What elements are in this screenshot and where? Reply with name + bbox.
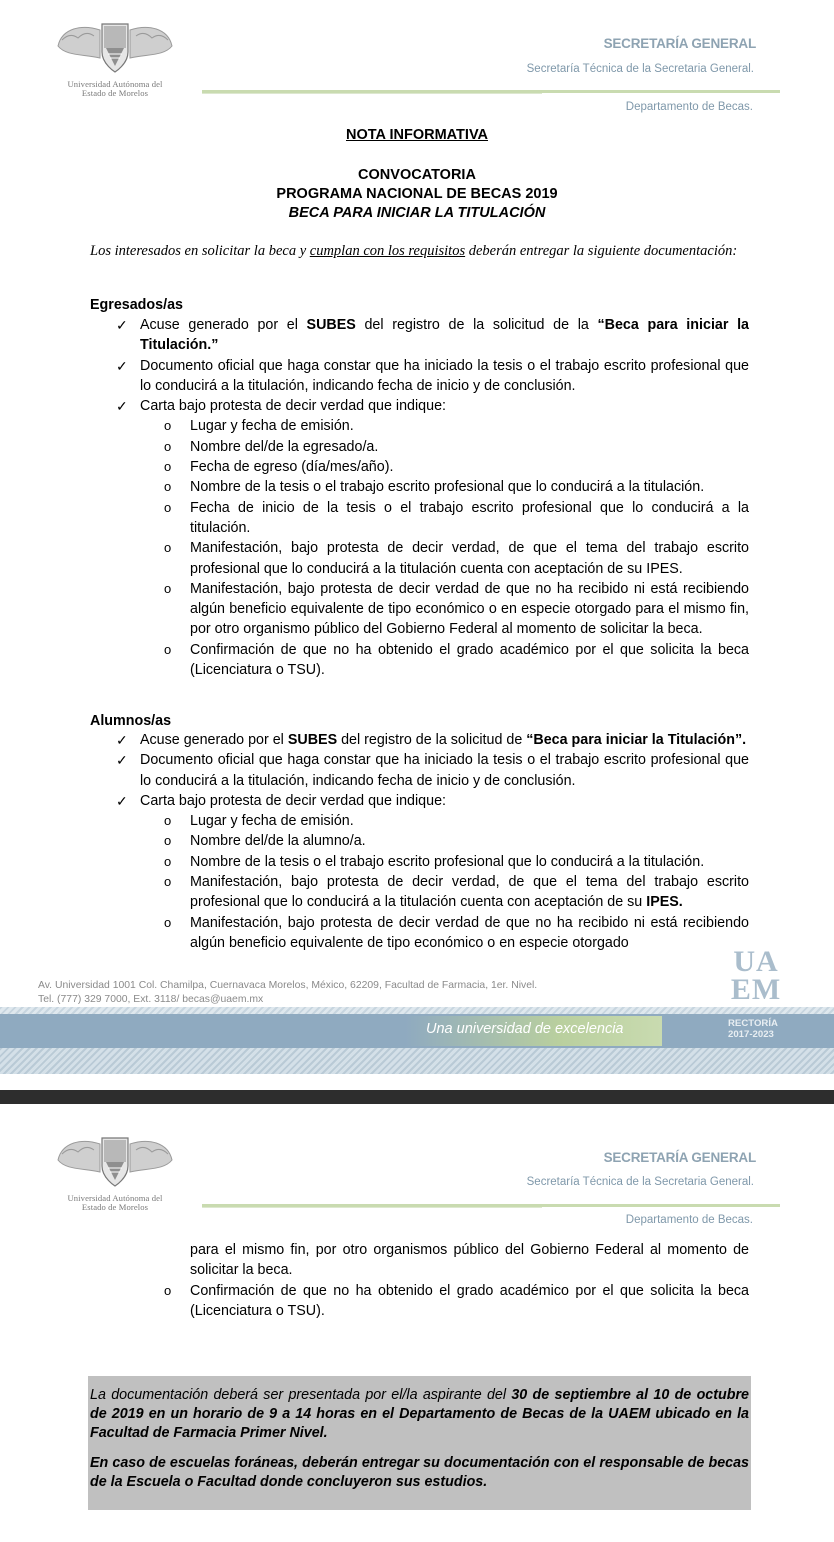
list-item (116, 730, 749, 750)
page-title: NOTA INFORMATIVA (345, 127, 489, 143)
intro-underlined-text: cumplan con los requisitos (309, 243, 466, 259)
page-separator (0, 1074, 834, 1104)
item-text: Manifestación, bajo protesta de decir verdad de que no ha recibido ni está recibiendo algún beneficio equivalente de tipo económico o en especie otorgado (190, 914, 749, 951)
circle-bullet-icon: o (164, 813, 172, 829)
circle-bullet-icon: o (164, 853, 172, 869)
university-name (52, 1194, 178, 1212)
intro-paragraph (90, 242, 749, 261)
item-text: Acuse generado por el (140, 732, 288, 748)
sub-list-item (164, 538, 749, 579)
uaem-logo-line1: UA (733, 945, 779, 978)
departamento-label: Departamento de Becas. (625, 101, 753, 113)
circle-bullet-icon: o (164, 499, 172, 515)
sub-list-item (164, 457, 749, 477)
convocatoria-heading (0, 166, 834, 223)
circle-bullet-icon: o (164, 833, 172, 849)
footer-band-lower (0, 1048, 834, 1074)
alumnos-requirements-list-continued (0, 1240, 834, 1321)
list-item (116, 315, 749, 356)
subes-bold: SUBES (287, 732, 338, 748)
circle-bullet-icon: o (164, 641, 172, 657)
sub-list-item-continued (190, 1240, 749, 1281)
alumnos-requirements-list (0, 730, 834, 953)
circle-bullet-icon: o (164, 1282, 172, 1298)
university-name (52, 80, 178, 98)
uaem-watermark-logo (726, 945, 786, 1006)
closing-paragraph-foraneas: En caso de escuelas foráneas, deberán entregar su documentación con el responsable de becas de la Escuela o Facultad donde concluyeron sus estudios. (90, 1455, 749, 1490)
sub-list-item (164, 416, 749, 436)
item-text: Lugar y fecha de emisión. (190, 418, 354, 435)
list-item (116, 750, 749, 791)
sub-list-item (164, 852, 749, 872)
sub-list-item (164, 913, 749, 954)
secretaria-tecnica-subheading: Secretaría Técnica de la Secretaria General. (526, 1176, 754, 1188)
beca-name-bold: “Beca para iniciar la Titulación”. (526, 732, 747, 748)
beca-name-bold: “Beca para iniciar la Titulación.” (140, 317, 749, 354)
item-text: Confirmación de que no ha obtenido el grado académico por el que solicita la beca (Licenciatura o TSU). (190, 1282, 749, 1319)
check-icon: ✓ (116, 357, 128, 374)
ipes-bold: IPES. (646, 894, 683, 911)
university-name-line2: Estado de Morelos (81, 1202, 149, 1212)
university-logo (52, 1132, 178, 1216)
circle-bullet-icon: o (164, 418, 172, 434)
circle-bullet-icon: o (164, 874, 172, 890)
sub-list-item (164, 437, 749, 457)
egresados-requirements-list (0, 315, 834, 680)
closing-text: La documentación deberá ser presentada por el/la aspirante del (90, 1387, 512, 1403)
secretaria-general-heading: SECRETARÍA GENERAL (603, 1150, 756, 1165)
item-text: Lugar y fecha de emisión. (190, 813, 354, 830)
footer-contact-line: Tel. (777) 329 7000, Ext. 3118/ becas@uaem.mx (38, 993, 264, 1005)
sub-list-item (164, 477, 749, 497)
item-text: Manifestación, bajo protesta de decir verdad, de que el tema del trabajo escrito profesional que lo conducirá a la titulación cuenta con aceptación de su IPES. (190, 540, 749, 577)
closing-notice-box (88, 1376, 751, 1510)
footer-rectoria (728, 1018, 778, 1040)
circle-bullet-icon: o (164, 580, 172, 596)
egresados-section-title: Egresados/as (90, 297, 183, 313)
item-text: Carta bajo protesta de decir verdad que indique: (140, 792, 446, 809)
check-icon: ✓ (116, 732, 128, 748)
item-text: del registro de la solicitud de la (355, 317, 598, 333)
item-text: Manifestación, bajo protesta de decir verdad, de que el tema del trabajo escrito profesional que lo conducirá a la titulación cuenta con aceptación de su (190, 874, 749, 911)
item-text: Nombre de la tesis o el trabajo escrito profesional que lo conducirá a la titulación. (190, 853, 705, 870)
university-name-line1: Universidad Autónoma del (67, 1193, 163, 1203)
closing-bold-dates: 30 de septiembre al 10 de octubre de 2019 en un horario de 9 a 14 horas en el Departamento de Becas de la UAEM ubicado en la Facultad de Farmacia Primer Nivel. (90, 1387, 749, 1441)
circle-bullet-icon: o (164, 914, 172, 930)
check-icon: ✓ (116, 752, 128, 769)
university-name-line1: Universidad Autónoma del (67, 79, 163, 89)
sub-list-item (164, 811, 749, 831)
sub-list-item (164, 640, 749, 681)
intro-text-after: deberán entregar la siguiente documentación: (465, 243, 738, 259)
list-item (116, 356, 749, 397)
check-icon: ✓ (116, 792, 128, 809)
item-text: Documento oficial que haga constar que ha iniciado la tesis o el trabajo escrito profesional que lo conducirá a la titulación, indicando fecha de inicio y de conclusión. (140, 357, 749, 394)
page-separator-bar (0, 1090, 834, 1104)
item-text: Nombre de la tesis o el trabajo escrito profesional que lo conducirá a la titulación. (190, 479, 705, 496)
check-icon: ✓ (116, 317, 128, 333)
rectoria-label: RECTORÍA (728, 1018, 778, 1029)
footer-address-line: Av. Universidad 1001 Col. Chamilpa, Cuernavaca Morelos, México, 62209, Facultad de Farmacia, 1er. Nivel. (38, 980, 538, 991)
item-text: Carta bajo protesta de decir verdad que indique: (140, 398, 446, 415)
footer-slogan: Una universidad de excelencia (426, 1021, 624, 1037)
convocatoria-line1: CONVOCATORIA (358, 167, 476, 183)
item-text: Acuse generado por el (140, 317, 307, 333)
circle-bullet-icon: o (164, 459, 172, 475)
convocatoria-line2: PROGRAMA NACIONAL DE BECAS 2019 (276, 186, 558, 202)
item-text: Nombre del/de la egresado/a. (190, 438, 379, 455)
footer-address (38, 979, 537, 1006)
convocatoria-line3: BECA PARA INICIAR LA TITULACIÓN (288, 205, 546, 221)
list-item (116, 791, 749, 811)
closing-paragraph-dates (90, 1386, 749, 1443)
sub-list-item (164, 498, 749, 539)
sub-list-item (164, 579, 749, 640)
university-crest-icon (52, 1132, 178, 1192)
alumnos-section-title: Alumnos/as (90, 713, 172, 729)
subes-bold: SUBES (306, 317, 356, 333)
rectoria-period: 2017-2023 (728, 1029, 774, 1040)
sub-list-item (164, 831, 749, 851)
header-divider-accent (202, 1207, 542, 1208)
secretaria-tecnica-subheading: Secretaría Técnica de la Secretaria General. (526, 63, 754, 75)
item-text: Fecha de egreso (día/mes/año). (190, 459, 394, 476)
item-text: Documento oficial que haga constar que ha iniciado la tesis o el trabajo escrito profesional que lo conducirá a la titulación, indicando fecha de inicio y de conclusión. (140, 752, 749, 789)
item-text: Manifestación, bajo protesta de decir verdad de que no ha recibido ni está recibiendo algún beneficio equivalente de tipo económico o en especie otorgado para el mismo fin, por otro organismo público del Gobierno Federal al momento de solicitar la beca. (190, 580, 749, 638)
item-text: Confirmación de que no ha obtenido el grado académico por el que solicita la beca (Licenciatura o TSU). (190, 641, 749, 679)
departamento-label: Departamento de Becas. (625, 1214, 753, 1226)
circle-bullet-icon: o (164, 540, 172, 556)
list-item (116, 396, 749, 416)
university-logo (52, 18, 178, 102)
item-text: del registro de la solicitud de (337, 732, 527, 748)
sub-list-item (164, 1281, 749, 1322)
secretaria-general-heading: SECRETARÍA GENERAL (603, 36, 756, 51)
intro-text-before: Los interesados en solicitar la beca y (90, 243, 310, 259)
item-text: Nombre del/de la alumno/a. (190, 833, 366, 850)
sub-list-item (164, 872, 749, 913)
circle-bullet-icon: o (164, 479, 172, 495)
university-crest-icon (52, 18, 178, 78)
circle-bullet-icon: o (164, 438, 172, 454)
university-name-line2: Estado de Morelos (81, 88, 149, 98)
uaem-logo-line2: EM (730, 973, 782, 1006)
item-text: Fecha de inicio de la tesis o el trabajo escrito profesional que lo conducirá a la titulación. (190, 499, 749, 536)
header-divider-accent (202, 93, 542, 94)
item-text: para el mismo fin, por otro organismos público del Gobierno Federal al momento de solicitar la beca. (190, 1242, 749, 1279)
check-icon: ✓ (116, 398, 128, 415)
